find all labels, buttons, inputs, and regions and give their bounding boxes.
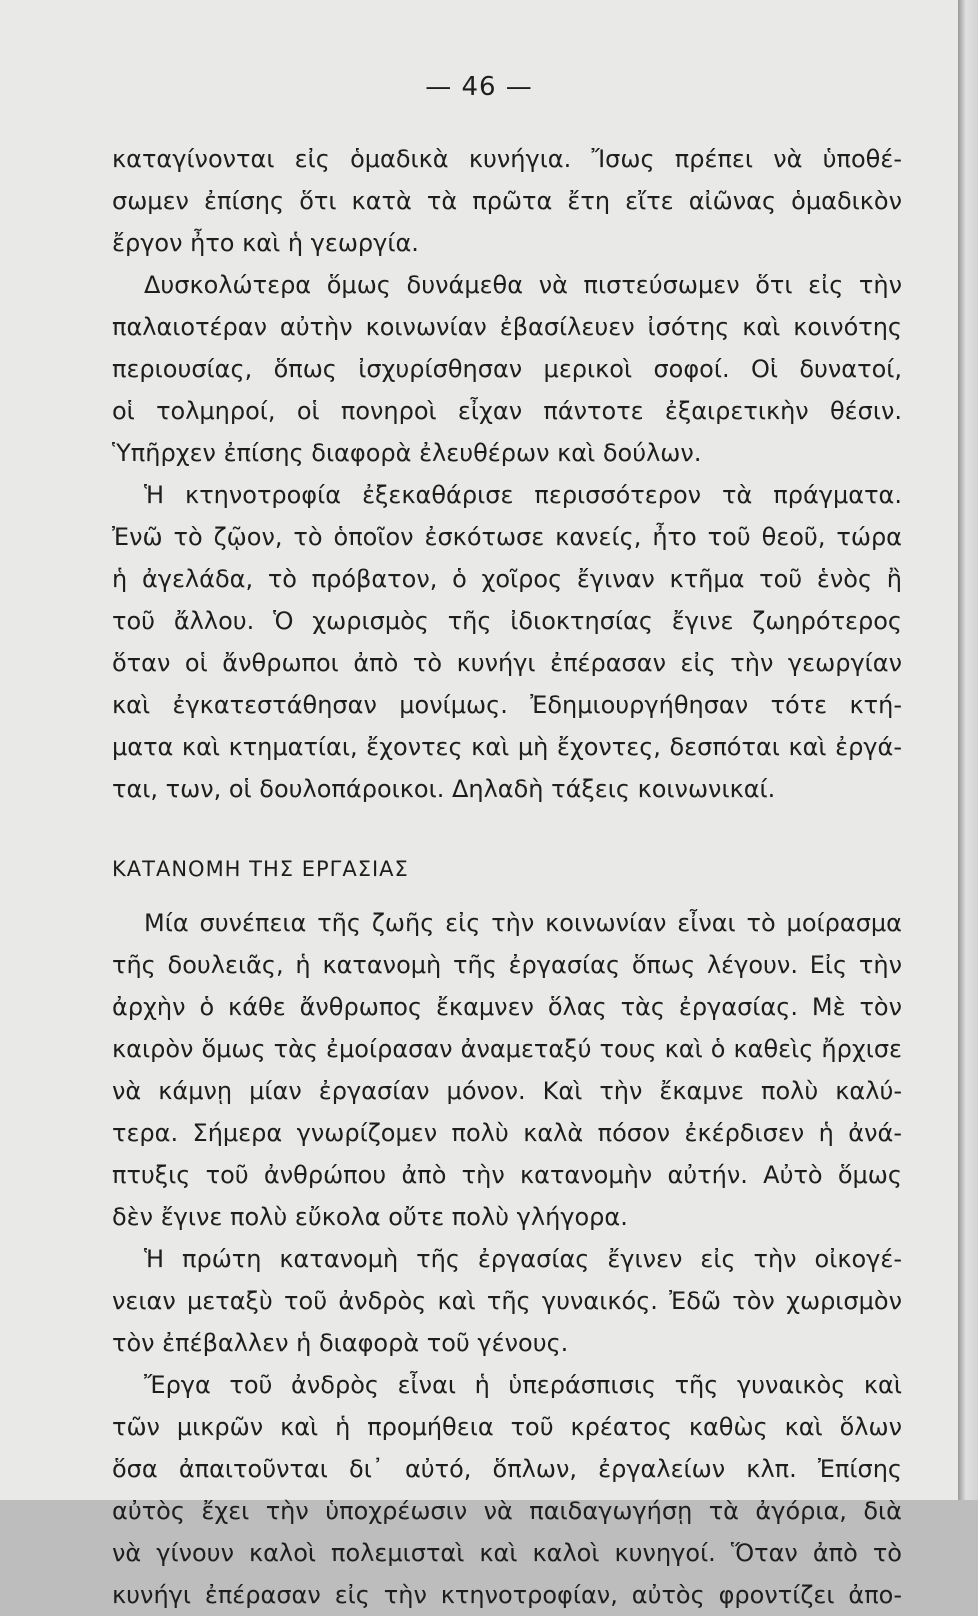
text-line: καὶ ἐγκατεστάθησαν μονίμως. Ἐδημιουργήθησαν τότε κτή- bbox=[112, 691, 902, 719]
text-line: Ἐνῶ τὸ ζῷον, τὸ ὁποῖον ἐσκότωσε κανείς, ἦτο τοῦ θεοῦ, τώρα bbox=[112, 523, 902, 551]
text-line: δὲν ἔγινε πολὺ εὔκολα οὔτε πολὺ γλήγορα. bbox=[112, 1203, 628, 1231]
text-line: ἔργον ἦτο καὶ ἡ γεωργία. bbox=[112, 229, 419, 257]
text-line: καταγίνονται εἰς ὁμαδικὰ κυνήγια. Ἴσως πρέπει νὰ ὑποθέ- bbox=[112, 145, 902, 173]
text-line: ἀρχὴν ὁ κάθε ἄνθρωπος ἔκαμνεν ὅλας τὰς ἐργασίας. Μὲ τὸν bbox=[112, 993, 902, 1021]
text-line: Μία συνέπεια τῆς ζωῆς εἰς τὴν κοινωνίαν εἶναι τὸ μοίρασμα bbox=[144, 909, 902, 937]
text-line: οἱ τολμηροί, οἱ πονηροὶ εἶχαν πάντοτε ἐξαιρετικὴν θέσιν. bbox=[112, 397, 902, 425]
text-line: τὸν ἐπέβαλλεν ἡ διαφορὰ τοῦ γένους. bbox=[112, 1329, 569, 1357]
text-line: ται, των, οἱ δουλοπάροικοι. Δηλαδὴ τάξεις κοινωνικαί. bbox=[112, 775, 776, 803]
text-line: ἡ ἀγελάδα, τὸ πρόβατον, ὁ χοῖρος ἔγιναν κτῆμα τοῦ ἑνὸς ἢ bbox=[112, 565, 902, 593]
text-line: Ὑπῆρχεν ἐπίσης διαφορὰ ἐλευθέρων καὶ δούλων. bbox=[112, 439, 702, 467]
page-number: — 46 — bbox=[425, 72, 533, 102]
text-line: αὐτὸς ἔχει τὴν ὑποχρέωσιν νὰ παιδαγωγήσῃ τὰ ἀγόρια, διὰ bbox=[112, 1497, 902, 1525]
text-line: ματα καὶ κτηματίαι, ἔχοντες καὶ μὴ ἔχοντες, δεσπόται καὶ ἐργά- bbox=[112, 733, 902, 761]
body-text bbox=[112, 138, 902, 1616]
paragraph bbox=[112, 902, 902, 1238]
text-line: περιουσίας, ὅπως ἰσχυρίσθησαν μερικοὶ σοφοί. Οἱ δυνατοί, bbox=[112, 355, 902, 383]
text-line: ὅσα ἀπαιτοῦνται δι᾽ αὐτό, ὅπλων, ἐργαλείων κλπ. Ἐπίσης bbox=[112, 1455, 902, 1483]
section-heading: ΚΑΤΑΝΟΜΗ ΤΗΣ ΕΡΓΑΣΙΑΣ bbox=[112, 857, 409, 881]
text-line: καιρὸν ὅμως τὰς ἐμοίρασαν ἀναμεταξύ τους καὶ ὁ καθεὶς ἤρχισε bbox=[112, 1035, 902, 1063]
text-line: νὰ κάμνῃ μίαν ἐργασίαν μόνον. Καὶ τὴν ἔκαμνε πολὺ καλύ- bbox=[112, 1077, 902, 1105]
page-edge bbox=[958, 0, 978, 1500]
paragraph bbox=[112, 1364, 902, 1616]
text-line: τῶν μικρῶν καὶ ἡ προμήθεια τοῦ κρέατος καθὼς καὶ ὅλων bbox=[112, 1413, 902, 1441]
paragraph bbox=[112, 474, 902, 810]
text-line: Ἡ πρώτη κατανομὴ τῆς ἐργασίας ἔγινεν εἰς τὴν οἰκογέ- bbox=[144, 1245, 902, 1273]
text-line: νειαν μεταξὺ τοῦ ἀνδρὸς καὶ τῆς γυναικός. Ἐδῶ τὸν χωρισμὸν bbox=[112, 1287, 902, 1315]
text-line: τερα. Σήμερα γνωρίζομεν πολὺ καλὰ πόσον ἐκέρδισεν ἡ ἀνά- bbox=[112, 1119, 902, 1147]
text-line: σωμεν ἐπίσης ὅτι κατὰ τὰ πρῶτα ἔτη εἴτε αἰῶνας ὁμαδικὸν bbox=[112, 187, 902, 215]
text-line: τῆς δουλειᾶς, ἡ κατανομὴ τῆς ἐργασίας ὅπως λέγουν. Εἰς τὴν bbox=[112, 951, 902, 979]
text-line: Ἔργα τοῦ ἀνδρὸς εἶναι ἡ ὑπεράσπισις τῆς γυναικὸς καὶ bbox=[144, 1371, 902, 1399]
text-line: Ἡ κτηνοτροφία ἐξεκαθάρισε περισσότερον τὰ πράγματα. bbox=[144, 481, 902, 509]
text-line: τοῦ ἄλλου. Ὁ χωρισμὸς τῆς ἰδιοκτησίας ἔγινε ζωηρότερος bbox=[112, 607, 902, 635]
text-line: πτυξις τοῦ ἀνθρώπου ἀπὸ τὴν κατανομὴν αὐτήν. Αὐτὸ ὅμως bbox=[112, 1161, 902, 1189]
paragraph bbox=[112, 1238, 902, 1364]
text-line: νὰ γίνουν καλοὶ πολεμισταὶ καὶ καλοὶ κυνηγοί. Ὅταν ἀπὸ τὸ bbox=[112, 1539, 902, 1567]
text-line: ὅταν οἱ ἄνθρωποι ἀπὸ τὸ κυνήγι ἐπέρασαν εἰς τὴν γεωργίαν bbox=[112, 649, 902, 677]
text-line: Δυσκολώτερα ὅμως δυνάμεθα νὰ πιστεύσωμεν ὅτι εἰς τὴν bbox=[144, 271, 902, 299]
paragraph bbox=[112, 138, 902, 264]
text-line: κυνήγι ἐπέρασαν εἰς τὴν κτηνοτροφίαν, αὐτὸς φροντίζει ἀπο- bbox=[112, 1581, 902, 1609]
text-line: παλαιοτέραν αὐτὴν κοινωνίαν ἐβασίλευεν ἰσότης καὶ κοινότης bbox=[112, 313, 902, 341]
paragraph bbox=[112, 264, 902, 474]
